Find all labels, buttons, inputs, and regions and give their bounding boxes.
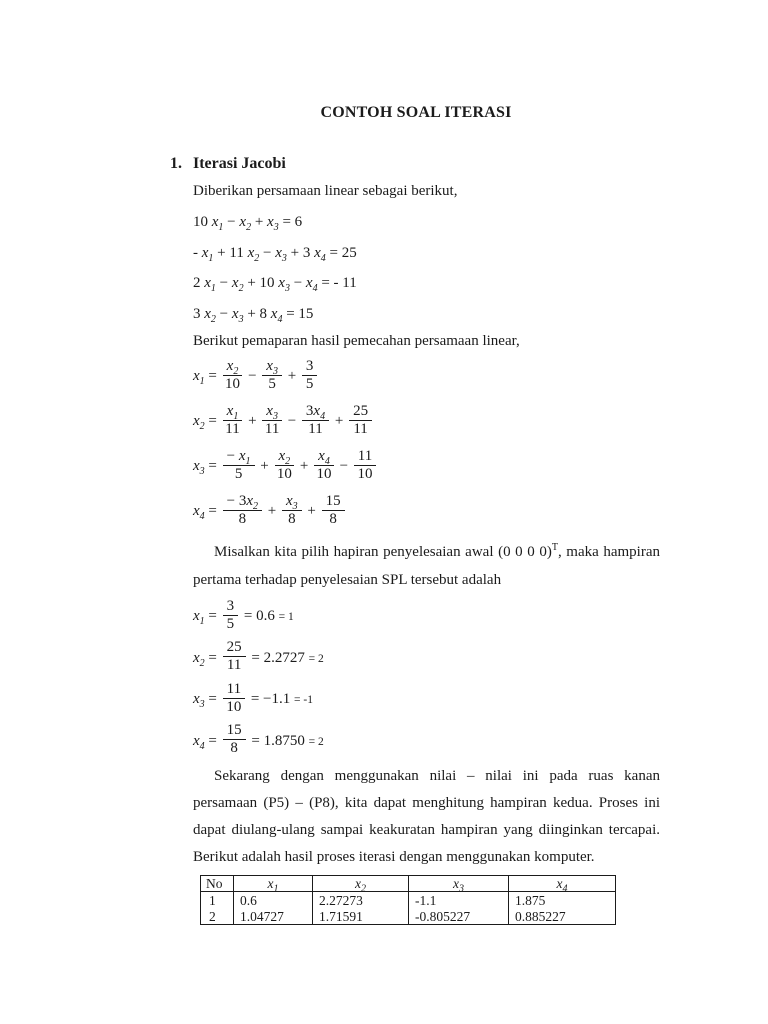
initial-guess-paragraph: Misalkan kita pilih hapiran penyelesaian awal (0 0 0 0)$^T$, maka hampiran pertama terhadap penyelesaian SPL tersebut adalah	[193, 542, 660, 588]
math-variable: $x_4$	[193, 503, 205, 522]
rounded-value: = -1	[294, 694, 313, 706]
math-variable: $x_3$	[193, 691, 205, 710]
math-variable: $x_1$	[238, 447, 251, 467]
rounded-value: = 1	[278, 611, 294, 623]
equation-line: 2 $x_1 - x_2 + 10$ $x_3 - x_4$ = - 11	[193, 275, 357, 294]
math-variable: $x_3$	[286, 492, 298, 512]
math-variable: $x_4$	[314, 244, 326, 264]
math-variable: $x_3$	[267, 214, 279, 233]
fraction: $\frac{- x_1}{5}$	[223, 447, 255, 483]
equation-line: $x_3$ = $\frac{11}{10}$ = −1.1 = -1	[193, 680, 313, 715]
equation-line: $x_1$ = $\frac{3}{5}$ = 0.6 = 1	[193, 597, 294, 632]
equation-line: $x_2$ = $\frac{25}{11}$ = 2.2727 = 2	[193, 639, 324, 674]
math-variable: $x_1$	[204, 275, 216, 294]
fraction: $\frac{x_2}{10}$	[223, 357, 243, 393]
first-iteration-equations	[193, 596, 660, 762]
fraction: $\frac{3x_4}{11}$	[302, 402, 329, 438]
table-cell: 0.6	[234, 892, 313, 909]
math-variable: $x_2$	[247, 244, 260, 264]
fraction: $\frac{x_3}{8}$	[282, 492, 302, 528]
rounded-value: = 2	[308, 735, 324, 748]
math-variable: $x_4$	[556, 876, 568, 895]
table-header-cell: No	[201, 876, 234, 892]
math-variable: $x_3$	[453, 876, 464, 895]
fraction: $\frac{15}{8}$	[322, 492, 345, 528]
fraction: $\frac{11}{10}$	[223, 680, 245, 716]
math-variable: $x_3$	[231, 305, 244, 325]
table-header-cell	[234, 876, 313, 895]
table-cell: -1.1	[409, 892, 509, 909]
table-row	[201, 892, 616, 909]
math-variable: $x_2$	[355, 876, 366, 895]
fraction: $\frac{3}{5}$	[302, 357, 318, 393]
table-cell: 2	[201, 909, 234, 925]
fraction: $\frac{x_3}{5}$	[262, 357, 282, 393]
equation-line: 10 $x_1 - x_2 + x_3 = 6$	[193, 214, 303, 233]
math-variable: $x_3$	[266, 357, 278, 377]
math-variable: $x_2$	[193, 413, 205, 432]
math-variable: $x_1$	[267, 876, 279, 895]
fraction: $\frac{25}{11}$	[349, 402, 372, 438]
table-header-row	[201, 876, 616, 892]
equation-line: 3 $x_2 - x_3 + 8$ $x_4 = 15$	[193, 305, 314, 325]
intro-paragraph: Diberikan persamaan linear sebagai berikut,	[193, 183, 458, 199]
equation-line: $x_2$ = $\frac{x_1}{11}$ + $\frac{x_3}{11}$ − $\frac{3x_4}{11}$ + $\frac{25}{11}$	[193, 399, 660, 444]
linear-equations	[193, 207, 660, 329]
table-cell: 2.27273	[313, 892, 409, 909]
table-cell: 1.71591	[313, 909, 409, 925]
math-variable: $x_1$	[193, 608, 205, 627]
fraction: $\frac{- 3x_2}{8}$	[223, 492, 262, 528]
table-cell: 1.875	[509, 892, 616, 909]
math-variable: $x_2$	[231, 275, 244, 294]
fraction: $\frac{25}{11}$	[223, 638, 246, 674]
math-variable: $x_3$	[275, 244, 287, 264]
table-head	[201, 876, 616, 895]
math-variable: $x_4$	[305, 275, 318, 294]
fraction: $\frac{3}{5}$	[223, 597, 239, 633]
math-variable: $x_3$	[278, 275, 290, 294]
equation-line: $x_1$ = $\frac{x_2}{10}$ − $\frac{x_3}{5}$ + $\frac{3}{5}$	[193, 354, 660, 399]
table-cell: 1	[201, 892, 234, 909]
math-variable: $x_4$	[313, 402, 326, 422]
math-variable: $x_3$	[266, 402, 278, 422]
solution-intro-paragraph: Berikut pemaparan hasil pemecahan persamaan linear,	[193, 333, 520, 349]
table-cell: -0.805227	[409, 909, 509, 925]
section-heading	[170, 155, 768, 173]
math-variable: $x_1$	[201, 244, 214, 264]
table-body	[201, 892, 616, 925]
math-variable: $x_2$	[246, 492, 259, 512]
solution-equations	[193, 354, 660, 534]
math-variable: $x_2$	[204, 305, 216, 325]
math-variable: $x_2$	[193, 649, 205, 669]
math-variable: $x_1$	[226, 402, 239, 422]
page-title: CONTOH SOAL ITERASI	[320, 104, 512, 121]
fraction: $\frac{x_1}{11}$	[223, 402, 243, 438]
math-variable: $x_3$	[193, 458, 205, 477]
table-header-cell	[509, 876, 616, 895]
closing-paragraph: Sekarang dengan menggunakan nilai – nilai ini pada ruas kanan persamaan (P5) – (P8), kita dapat menghitung hampiran kedua. Proses ini dapat diulang-ulang sampai keakuratan hampiran yang diinginkan tercapai. Berikut adalah hasil proses iterasi dengan menggunakan komputer.	[193, 768, 660, 865]
math-variable: $x_4$	[318, 447, 330, 467]
equation-line: $x_4$ = $\frac{15}{8}$ = 1.8750 = 2	[193, 722, 324, 757]
table-header-cell	[409, 876, 509, 895]
equation-line: - $x_1 + 11$ $x_2 - x_3 + 3$ $x_4 = 25$	[193, 244, 357, 264]
fraction: $\frac{11}{10}$	[354, 447, 376, 483]
section-title: Iterasi Jacobi	[193, 155, 286, 172]
math-variable: $x_2$	[239, 214, 252, 233]
math-variable: $x_1$	[211, 214, 224, 233]
equation-line: $x_3$ = $\frac{- x_1}{5}$ + $\frac{x_2}{10}$ + $\frac{x_4}{10}$ − $\frac{11}{10}$	[193, 444, 660, 489]
table-row	[201, 909, 616, 925]
equation-line: $x_4$ = $\frac{- 3x_2}{8}$ + $\frac{x_3}{8}$ + $\frac{15}{8}$	[193, 489, 660, 534]
table-cell: 0.885227	[509, 909, 616, 925]
section-content	[193, 181, 660, 925]
fraction: $\frac{x_4}{10}$	[314, 447, 334, 483]
section-number: 1.	[170, 155, 182, 172]
table-cell: 1.04727	[234, 909, 313, 925]
table-header-cell	[313, 876, 409, 895]
math-variable: $x_1$	[193, 368, 205, 387]
math-variable: $x_4$	[193, 732, 205, 752]
fraction: $\frac{x_3}{11}$	[262, 402, 282, 438]
math-variable: $x_4$	[270, 305, 283, 325]
iteration-table	[200, 875, 616, 925]
rounded-value: = 2	[308, 652, 324, 665]
fraction: $\frac{x_2}{10}$	[275, 447, 295, 483]
math-variable: $x_2$	[278, 447, 291, 467]
math-variable: $x_2$	[226, 357, 239, 377]
fraction: $\frac{15}{8}$	[223, 721, 246, 757]
